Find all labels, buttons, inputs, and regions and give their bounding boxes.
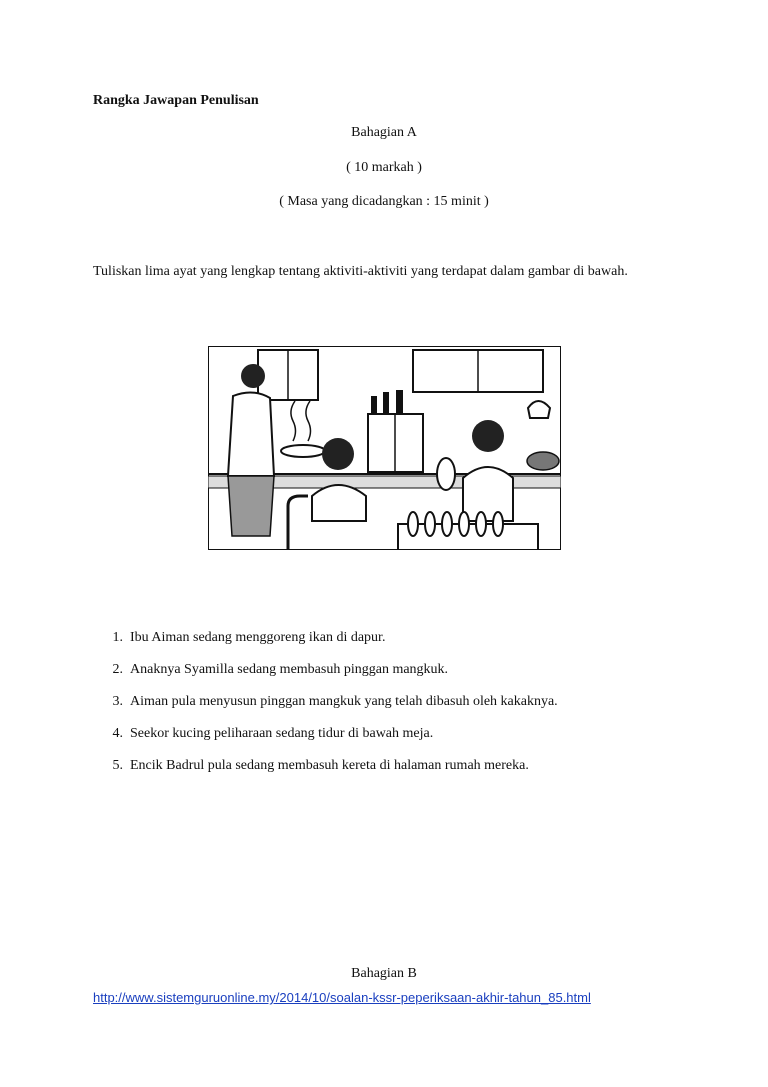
section-heading: Bahagian A <box>351 125 417 140</box>
answer-list <box>93 628 558 788</box>
list-item: 5. Encik Badrul pula sedang membasuh kereta di halaman rumah mereka. <box>112 758 529 773</box>
marks-label: ( 10 markah ) <box>346 160 422 175</box>
section-heading-b: Bahagian B <box>351 966 417 981</box>
source-link[interactable]: http://www.sistemguruonline.my/2014/10/soalan-kssr-peperiksaan-akhir-tahun_85.html <box>93 990 591 1005</box>
list-item: 2. Anaknya Syamilla sedang membasuh pinggan mangkuk. <box>112 662 449 677</box>
page-title: Rangka Jawapan Penulisan <box>93 93 259 108</box>
time-label: ( Masa yang dicadangkan : 15 minit ) <box>279 194 489 209</box>
list-item: 1. Ibu Aiman sedang menggoreng ikan di dapur. <box>112 630 386 645</box>
instruction-text: Tuliskan lima ayat yang lengkap tentang aktiviti-aktiviti yang terdapat dalam gambar di bawah. <box>93 264 628 279</box>
list-item: 4. Seekor kucing peliharaan sedang tidur di bawah meja. <box>112 726 434 741</box>
list-item: 3. Aiman pula menyusun pinggan mangkuk yang telah dibasuh oleh kakaknya. <box>112 694 558 709</box>
kitchen-illustration <box>208 346 561 550</box>
